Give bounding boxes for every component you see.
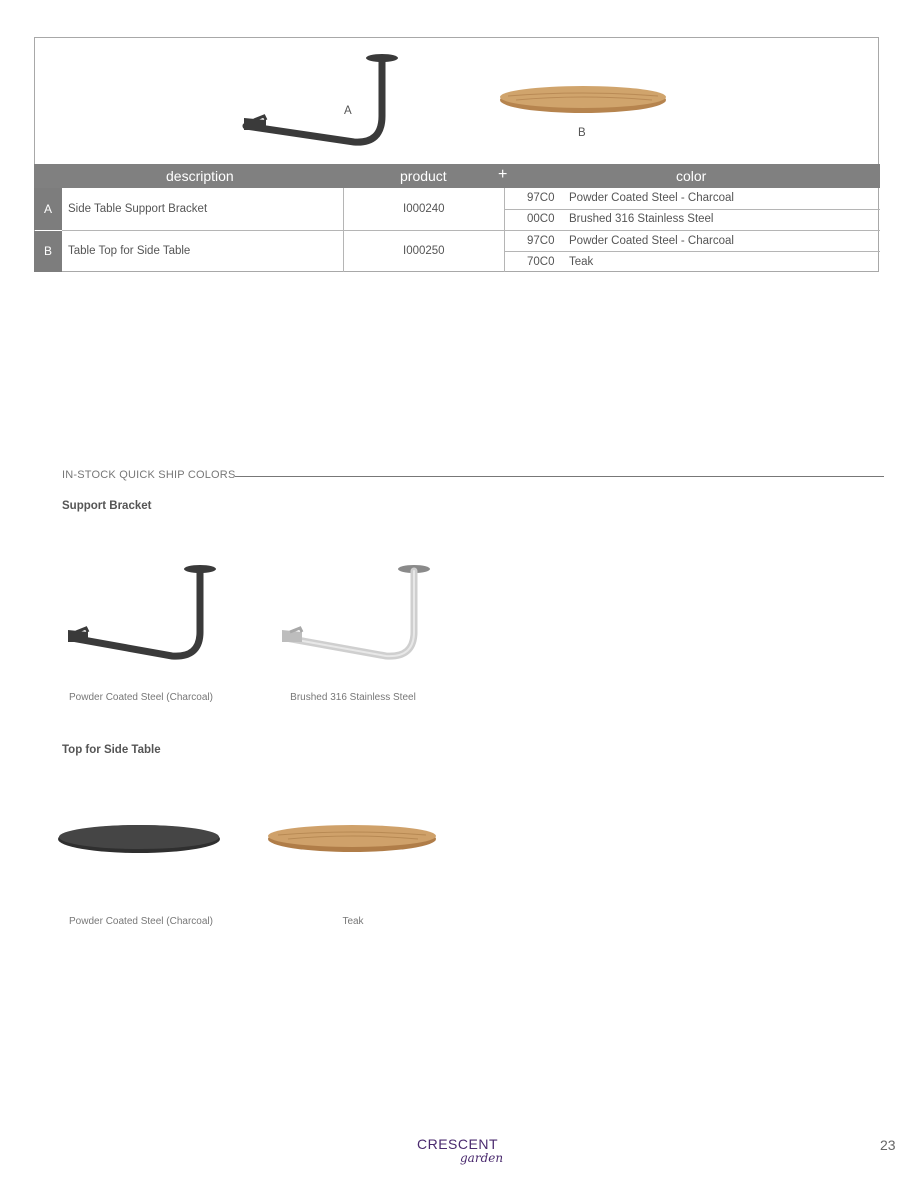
row-a-color-code: 00C0 bbox=[527, 213, 555, 225]
bracket-stainless-image bbox=[276, 560, 436, 664]
header-description: description bbox=[166, 168, 234, 184]
row-b-color-code: 70C0 bbox=[527, 256, 555, 268]
row-b-color-name: Powder Coated Steel - Charcoal bbox=[569, 235, 734, 247]
row-a-product: I000240 bbox=[403, 203, 445, 215]
header-color: color bbox=[676, 168, 707, 184]
brand-logo: CRESCENT bbox=[417, 1136, 499, 1152]
section-rule bbox=[235, 476, 884, 477]
table-top-image-b bbox=[496, 84, 670, 118]
top-teak-image bbox=[266, 822, 438, 856]
top-charcoal-caption: Powder Coated Steel (Charcoal) bbox=[69, 916, 213, 927]
row-key-b: B bbox=[34, 231, 62, 272]
header-product: product bbox=[400, 168, 447, 184]
row-a-color-code: 97C0 bbox=[527, 192, 555, 204]
top-charcoal-image bbox=[56, 822, 222, 856]
row-b-color-name: Teak bbox=[569, 256, 594, 268]
page-number: 23 bbox=[880, 1137, 896, 1153]
quick-ship-title: IN-STOCK QUICK SHIP COLORS bbox=[62, 469, 236, 481]
bracket-charcoal-caption: Powder Coated Steel (Charcoal) bbox=[69, 692, 213, 703]
figure-label-a: A bbox=[344, 105, 352, 117]
table-divider bbox=[504, 251, 880, 252]
support-bracket-heading: Support Bracket bbox=[62, 500, 152, 512]
row-b-product: I000250 bbox=[403, 245, 445, 257]
header-plus: + bbox=[498, 166, 508, 183]
bracket-stainless-caption: Brushed 316 Stainless Steel bbox=[290, 692, 416, 703]
table-divider bbox=[62, 230, 880, 231]
row-key-a: A bbox=[34, 188, 62, 230]
brand-logo-script: garden bbox=[460, 1151, 504, 1165]
table-header bbox=[34, 164, 880, 188]
bracket-charcoal-image bbox=[62, 560, 222, 664]
row-b-color-code: 97C0 bbox=[527, 235, 555, 247]
figure-label-b: B bbox=[578, 127, 586, 139]
table-divider bbox=[504, 209, 880, 210]
row-a-color-name: Brushed 316 Stainless Steel bbox=[569, 213, 714, 225]
row-a-color-name: Powder Coated Steel - Charcoal bbox=[569, 192, 734, 204]
row-a-description: Side Table Support Bracket bbox=[68, 203, 208, 215]
top-teak-caption: Teak bbox=[342, 916, 364, 927]
support-bracket-image-a bbox=[236, 50, 406, 150]
product-figure-frame bbox=[34, 37, 879, 272]
table-top-heading: Top for Side Table bbox=[62, 744, 161, 756]
row-b-description: Table Top for Side Table bbox=[68, 245, 191, 257]
